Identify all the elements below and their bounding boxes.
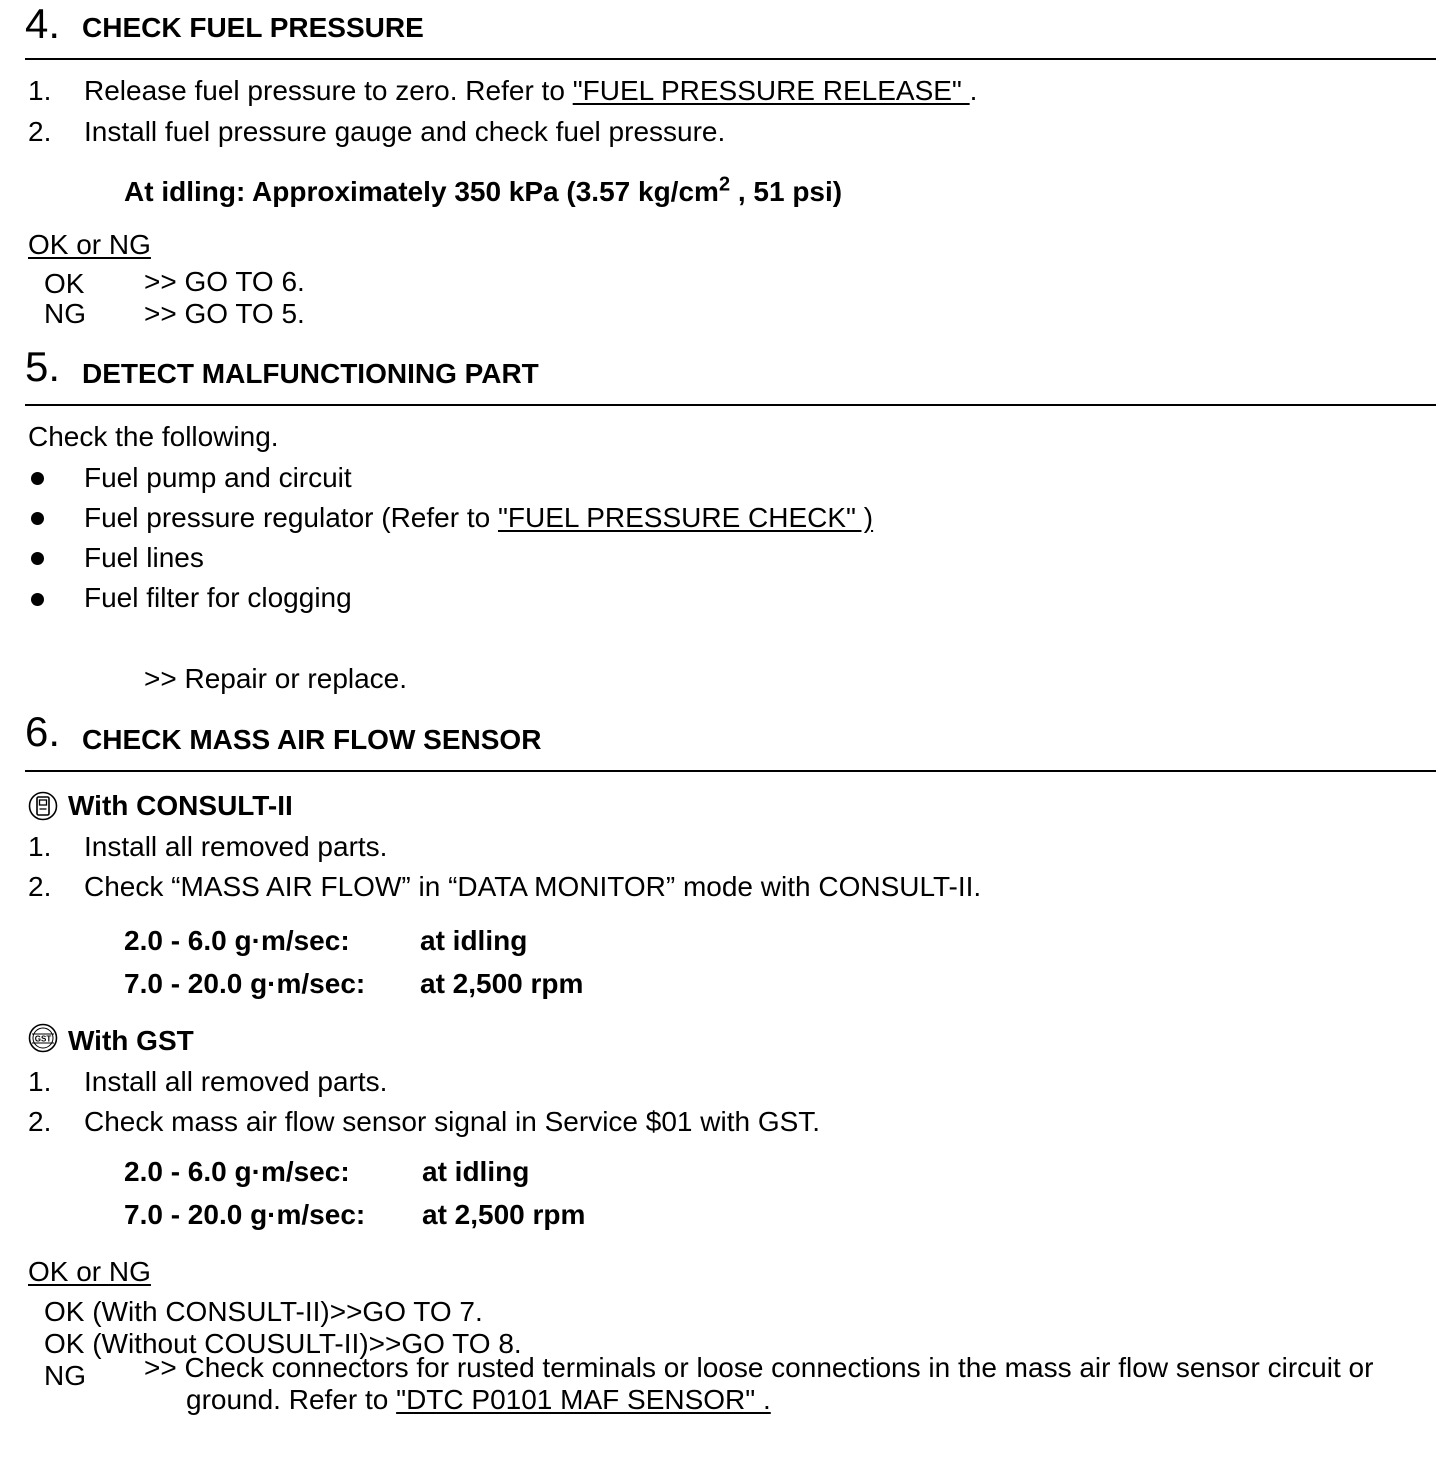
step-5-title: DETECT MALFUNCTIONING PART — [82, 358, 539, 389]
fuel-pressure-release-link[interactable]: "FUEL PRESSURE RELEASE" — [572, 75, 970, 106]
gst-spec-1-value: 2.0 - 6.0 g·m/sec: — [124, 1156, 350, 1187]
step-6-result-2: OK (Without COUSULT-II)>>GO TO 8. — [44, 1328, 522, 1359]
consult-spec-2-value: 7.0 - 20.0 g·m/sec: — [124, 968, 366, 999]
step-4-title: CHECK FUEL PRESSURE — [82, 12, 424, 43]
bullet-icon — [31, 552, 44, 565]
bullet-icon — [31, 593, 44, 606]
dtc-p0101-maf-sensor-link[interactable]: "DTC P0101 MAF SENSOR" . — [396, 1384, 771, 1415]
step-6-result-1: OK (With CONSULT-II)>>GO TO 7. — [44, 1296, 483, 1327]
fuel-pressure-spec-sup: 2 — [718, 173, 731, 196]
step-6-ng-text-line-2-text: ground. Refer to — [186, 1384, 397, 1415]
fuel-pressure-spec-end: , 51 psi) — [730, 176, 843, 207]
step-6-ok-ng-label: OK or NG — [28, 1256, 151, 1287]
fuel-pressure-spec-text: At idling: Approximately 350 kPa (3.57 kg/cm — [124, 176, 719, 207]
step-5-divider — [25, 404, 1436, 406]
consult-spec-2-condition: at 2,500 rpm — [420, 968, 584, 999]
consult-spec-1-value: 2.0 - 6.0 g·m/sec: — [124, 925, 350, 956]
gst-item-2-number: 2. — [28, 1106, 52, 1137]
step-6-number: 6. — [25, 708, 61, 755]
step-6-ng-text-line-1: >> Check connectors for rusted terminals or loose connections in the mass air flow sensor circuit or — [144, 1352, 1374, 1383]
step-4-ng-result: >> GO TO 5. — [144, 298, 305, 329]
step-5-intro: Check the following. — [28, 421, 279, 452]
fuel-pressure-spec — [124, 173, 843, 208]
step-6-ng-label: NG — [44, 1360, 86, 1391]
consult-item-2-number: 2. — [28, 871, 52, 902]
step-5-bullet-1: Fuel pump and circuit — [84, 462, 352, 493]
gst-item-1-number: 1. — [28, 1066, 52, 1097]
step-5-bullet-3: Fuel lines — [84, 542, 204, 573]
bullet-icon — [31, 512, 44, 525]
consult-ii-heading: With CONSULT-II — [68, 790, 293, 821]
consult-item-1-text: Install all removed parts. — [84, 831, 388, 862]
step-4-ok-ng-label: OK or NG — [28, 229, 151, 260]
step-5-bullet-4: Fuel filter for clogging — [84, 582, 352, 613]
gst-icon — [28, 1023, 58, 1053]
step-5-bullet-2-text: Fuel pressure regulator (Refer to — [84, 502, 498, 533]
step-4-item-1-end: . — [969, 75, 978, 106]
step-4-item-2-number: 2. — [28, 116, 52, 147]
step-6-title: CHECK MASS AIR FLOW SENSOR — [82, 724, 542, 755]
step-4-ng-label: NG — [44, 298, 86, 329]
consult-item-1-number: 1. — [28, 831, 52, 862]
fuel-pressure-check-link[interactable]: "FUEL PRESSURE CHECK" ) — [497, 502, 874, 533]
step-5-number: 5. — [25, 343, 61, 390]
consult-ii-icon — [28, 791, 58, 821]
gst-spec-1-condition: at idling — [422, 1156, 530, 1187]
gst-item-2-text: Check mass air flow sensor signal in Service $01 with GST. — [84, 1106, 821, 1137]
step-4-ok-result: >> GO TO 6. — [144, 266, 305, 297]
bullet-icon — [31, 472, 44, 485]
step-6-ng-text-line-2 — [186, 1384, 771, 1416]
gst-spec-2-value: 7.0 - 20.0 g·m/sec: — [124, 1199, 366, 1230]
step-4-item-2-text: Install fuel pressure gauge and check fuel pressure. — [84, 116, 726, 147]
step-5-bullet-2 — [84, 502, 873, 534]
consult-item-2-text: Check “MASS AIR FLOW” in “DATA MONITOR” mode with CONSULT-II. — [84, 871, 982, 902]
step-4-number: 4. — [25, 0, 61, 47]
step-4-divider — [25, 58, 1436, 60]
step-4-item-1 — [84, 75, 977, 107]
consult-spec-1-condition: at idling — [420, 925, 528, 956]
step-4-item-1-text: Release fuel pressure to zero. Refer to — [84, 75, 573, 106]
gst-icon-text: GST — [34, 1034, 52, 1044]
step-6-divider — [25, 770, 1436, 772]
step-4-ok-label: OK — [44, 268, 85, 299]
step-4-item-1-number: 1. — [28, 75, 52, 106]
gst-item-1-text: Install all removed parts. — [84, 1066, 388, 1097]
step-5-action: >> Repair or replace. — [144, 663, 408, 694]
gst-heading: With GST — [68, 1025, 194, 1056]
gst-spec-2-condition: at 2,500 rpm — [422, 1199, 586, 1230]
